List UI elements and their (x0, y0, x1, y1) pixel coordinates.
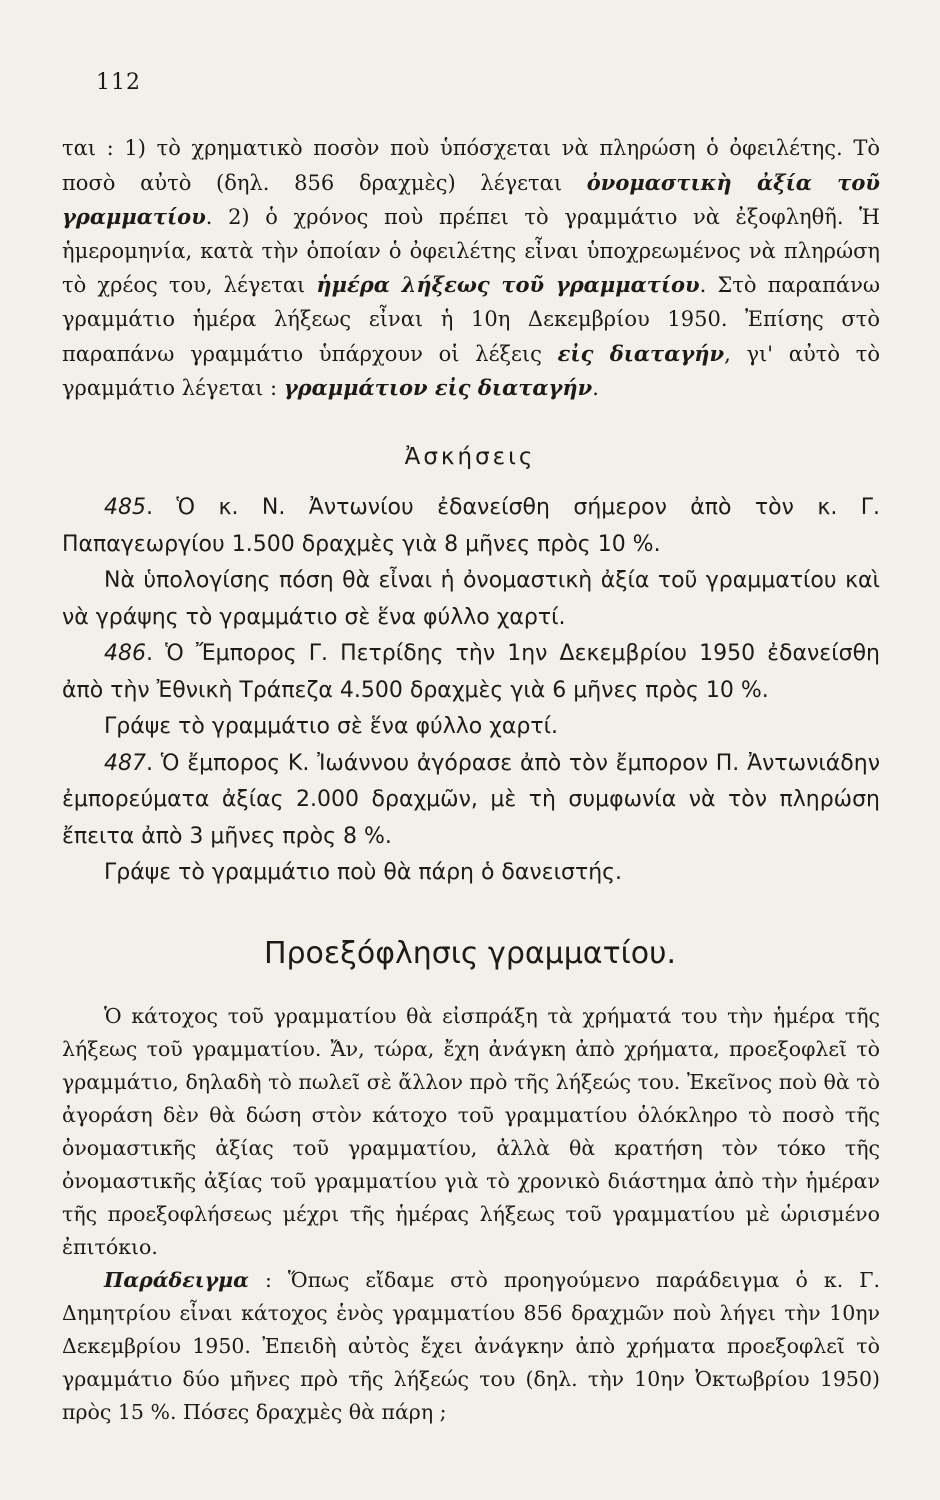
section-paragraph: Ὁ κάτοχος τοῦ γραμματίου θὰ εἰσπράξη τὰ χρήματά του τὴν ἡμέρα τῆς λήξεως τοῦ γραμματίου. Ἄν, τώρα, ἔχη ἀνάγκη ἀπὸ χρήματα, προεξοφλεῖ τὸ γραμμάτιο, δηλαδὴ τὸ πωλεῖ σὲ ἄλλον πρὸ τῆς λήξεώς του. Ἐκεῖνος ποὺ θὰ τὸ ἀγοράση δὲν θὰ δώση στὸν κάτοχο τοῦ γραμματίου ὁλόκληρο τὸ ποσὸ τῆς ὀνομαστικῆς ἀξίας τοῦ γραμματίου, ἀλλὰ θὰ κρατήση τὸν τόκο τῆς ὀνομαστικῆς ἀξίας τοῦ γραμματίου γιὰ τὸ χρονικὸ διάστημα ἀπὸ τὴν ἡμέραν τῆς προεξοφλήσεως μέχρι τῆς ἡμέρας λήξεως τοῦ γραμματίου μὲ ὡρισμένο ἐπιτόκιο. (62, 1004, 880, 1259)
exercise-487 (62, 746, 880, 856)
example-label: Παράδειγμα (104, 1268, 249, 1292)
exercises-list (62, 490, 880, 892)
term-nominal-value: ὀνομαστικὴ ἀξία τοῦ γραμματίου (62, 169, 880, 230)
exercise-text: . Ὁ κ. Ν. Ἀντωνίου ἐδανείσθη σήμερον ἀπὸ τὸν κ. Γ. Παπαγεωργίου 1.500 δραχμὲς γιὰ 8 μῆνες πρὸς 10 %. (62, 495, 880, 557)
exercise-486 (62, 636, 880, 709)
intro-text-1: ται : 1) τὸ χρηματικὸ ποσὸν ποὺ ὑπόσχεται νὰ πληρώση ὁ ὀφειλέτης. Τὸ ποσὸ αὐτὸ (δηλ. 856 δραχμὲς) λέγεται (62, 136, 880, 195)
intro-text-2: . 2) ὁ χρόνος ποὺ πρέπει τὸ γραμμάτιο νὰ ἐξοφληθῆ. Ἡ ἡμερομηνία, κατὰ τὴν ὁποίαν ὁ ὀφειλέτης εἶναι ὑποχρεωμένος νὰ πληρώση τὸ χρέος του, λέγεται (62, 205, 880, 298)
exercise-number: 486 (104, 641, 146, 666)
intro-text-3: . Στὸ παραπάνω γραμμάτιο ἡμέρα λήξεως εἶναι ἡ 10η Δεκεμβρίου 1950. Ἐπίσης στὸ παραπάνω γραμμάτιο ὑπάρχουν οἱ λέξεις (62, 273, 880, 366)
term-to-order: εἰς διαταγήν (557, 340, 725, 366)
term-promissory-note: γραμμάτιον εἰς διαταγήν (283, 375, 593, 401)
exercise-487-task: Γράψε τὸ γραμμάτιο ποὺ θὰ πάρη ὁ δανειστής. (104, 860, 623, 885)
section-body (62, 1000, 880, 1429)
exercises-heading: Ἀσκήσεις (404, 444, 536, 470)
exercise-485-task: Νὰ ὑπολογίσης πόση θὰ εἶναι ἡ ὀνομαστικὴ ἀξία τοῦ γραμματίου καὶ νὰ γράψης τὸ γραμμάτιο σὲ ἕνα φύλλο χαρτί. (62, 568, 880, 630)
exercise-number: 485 (104, 495, 146, 520)
term-maturity-date: ἡμέρα λήξεως τοῦ γραμματίου (316, 272, 700, 298)
intro-paragraph (62, 132, 880, 406)
example-paragraph (62, 1264, 880, 1429)
exercise-485 (62, 490, 880, 563)
example-text: : Ὅπως εἴδαμε στὸ προηγούμενο παράδειγμα ὁ κ. Γ. Δημητρίου εἶναι κάτοχος ἑνὸς γραμματίου 856 δραχμῶν ποὺ λήγει τὴν 10ην Δεκεμβρίου 1950. Ἐπειδὴ αὐτὸς ἔχει ἀνάγκην ἀπὸ χρήματα προεξοφλεῖ τὸ γραμμάτιο δύο μῆνες πρὸ τῆς λήξεώς του (δηλ. τὴν 10ην Ὀκτωβρίου 1950) πρὸς 15 %. Πόσες δραχμὲς θὰ πάρη ; (62, 1268, 880, 1424)
section-heading: Προεξόφλησις γραμματίου. (263, 936, 677, 971)
exercise-486-task: Γράψε τὸ γραμμάτιο σὲ ἕνα φύλλο χαρτί. (104, 714, 559, 739)
intro-text-4: , γι' αὐτὸ τὸ γραμμάτιο λέγεται : (62, 341, 880, 401)
exercise-text: . Ὁ Ἔμπορος Γ. Πετρίδης τὴν 1ην Δεκεμβρίου 1950 ἐδανείσθη ἀπὸ τὴν Ἐθνικὴ Τράπεζα 4.500 δραχμὲς γιὰ 6 μῆνες πρὸς 10 %. (62, 641, 880, 703)
page-number: 112 (96, 70, 141, 95)
intro-text-5: . (592, 376, 599, 401)
exercise-text: . Ὁ ἔμπορος Κ. Ἰωάννου ἀγόρασε ἀπὸ τὸν ἔμπορον Π. Ἀντωνιάδην ἐμπορεύματα ἀξίας 2.000 δραχμῶν, μὲ τὴ συμφωνία νὰ τὸν πληρώση ἔπειτα ἀπὸ 3 μῆνες πρὸς 8 %. (62, 750, 880, 849)
exercise-number: 487 (104, 750, 146, 776)
